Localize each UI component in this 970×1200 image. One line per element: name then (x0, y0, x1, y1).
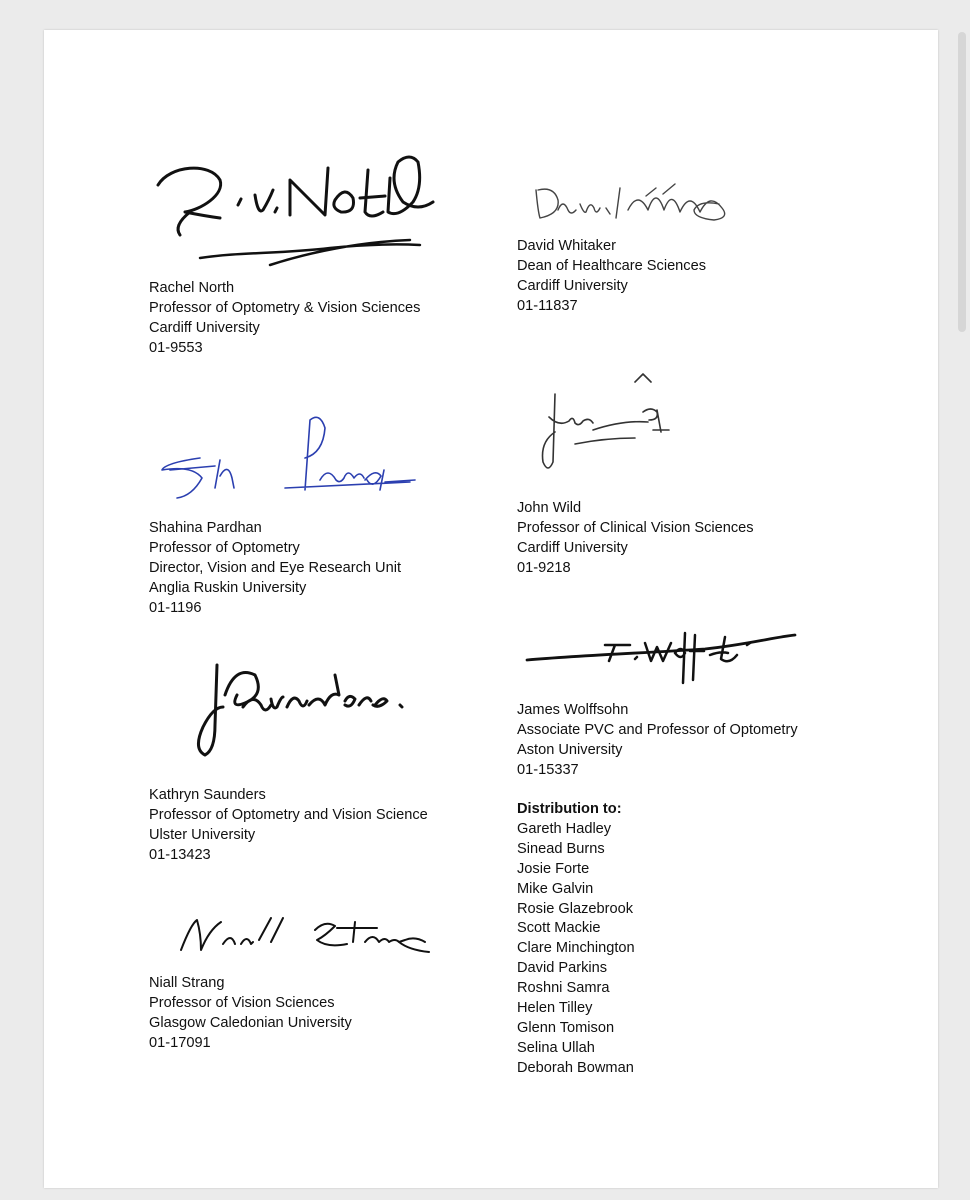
signatory-institution: Cardiff University (517, 277, 628, 294)
signatory-name: Kathryn Saunders (149, 787, 266, 803)
signatory-institution: Anglia Ruskin University (149, 579, 307, 596)
list-item: Scott Mackie (517, 920, 601, 937)
signatory-title: Professor of Clinical Vision Sciences (517, 519, 754, 536)
signatory-block-niall-strang (149, 974, 352, 1054)
signature-john-wild (535, 372, 685, 482)
signatory-id: 01-15337 (517, 761, 579, 778)
signature-shahina-pardhan (160, 410, 425, 505)
list-item: Josie Forte (517, 860, 590, 877)
signatory-name: Shahina Pardhan (149, 520, 262, 536)
list-item: Mike Galvin (517, 880, 594, 897)
signatory-title: Dean of Healthcare Sciences (517, 257, 707, 274)
signatory-title: Professor of Optometry and Vision Science (149, 806, 428, 823)
signatory-name: Niall Strang (149, 975, 225, 991)
list-item: Gareth Hadley (517, 820, 612, 837)
signatory-block-shahina-pardhan (149, 519, 401, 619)
signatory-title: Associate PVC and Professor of Optometry (517, 721, 798, 738)
signatory-name: John Wild (517, 500, 582, 516)
signatory-name: Rachel North (149, 280, 235, 296)
signatory-id: 01-11837 (517, 297, 578, 314)
signatory-subtitle: Director, Vision and Eye Research Unit (149, 559, 401, 576)
signatory-block-kathryn-saunders (149, 786, 428, 866)
signatory-id: 01-9218 (517, 559, 571, 576)
signatory-title: Professor of Optometry (149, 539, 300, 556)
signatory-id: 01-9553 (149, 339, 203, 356)
list-item: Helen Tilley (517, 1000, 593, 1017)
signatory-institution: Aston University (517, 741, 623, 758)
list-item: Deborah Bowman (517, 1059, 634, 1076)
list-item: Rosie Glazebrook (517, 900, 633, 917)
signatory-institution: Glasgow Caledonian University (149, 1014, 352, 1031)
signatory-block-james-wolffsohn (517, 701, 798, 781)
signature-rachel-north (150, 140, 440, 275)
signatory-id: 01-13423 (149, 846, 211, 863)
list-item: Selina Ullah (517, 1039, 595, 1056)
signature-niall-strang (175, 910, 440, 965)
signatory-id: 01-1196 (149, 599, 202, 616)
distribution-list (517, 800, 635, 1079)
list-item: David Parkins (517, 960, 608, 977)
signatory-institution: Cardiff University (517, 539, 628, 556)
signature-james-wolffsohn (525, 625, 800, 690)
signatory-title: Professor of Optometry & Vision Sciences (149, 299, 421, 316)
distribution-heading: Distribution to: (517, 801, 622, 817)
signatory-institution: Ulster University (149, 826, 256, 843)
list-item: Roshni Samra (517, 980, 610, 997)
signatory-id: 01-17091 (149, 1034, 211, 1051)
list-item: Clare Minchington (517, 940, 635, 957)
signature-kathryn-saunders (195, 655, 415, 765)
list-item: Glenn Tomison (517, 1019, 615, 1036)
signature-david-whitaker (528, 178, 748, 228)
signatory-block-david-whitaker (517, 237, 706, 317)
signatory-title: Professor of Vision Sciences (149, 994, 335, 1011)
scrollbar-thumb[interactable] (958, 32, 966, 332)
signatory-name: James Wolffsohn (517, 702, 629, 718)
signatory-block-rachel-north (149, 279, 420, 359)
signatory-block-john-wild (517, 499, 754, 579)
signatory-name: David Whitaker (517, 238, 616, 254)
signatory-institution: Cardiff University (149, 319, 260, 336)
list-item: Sinead Burns (517, 840, 605, 857)
